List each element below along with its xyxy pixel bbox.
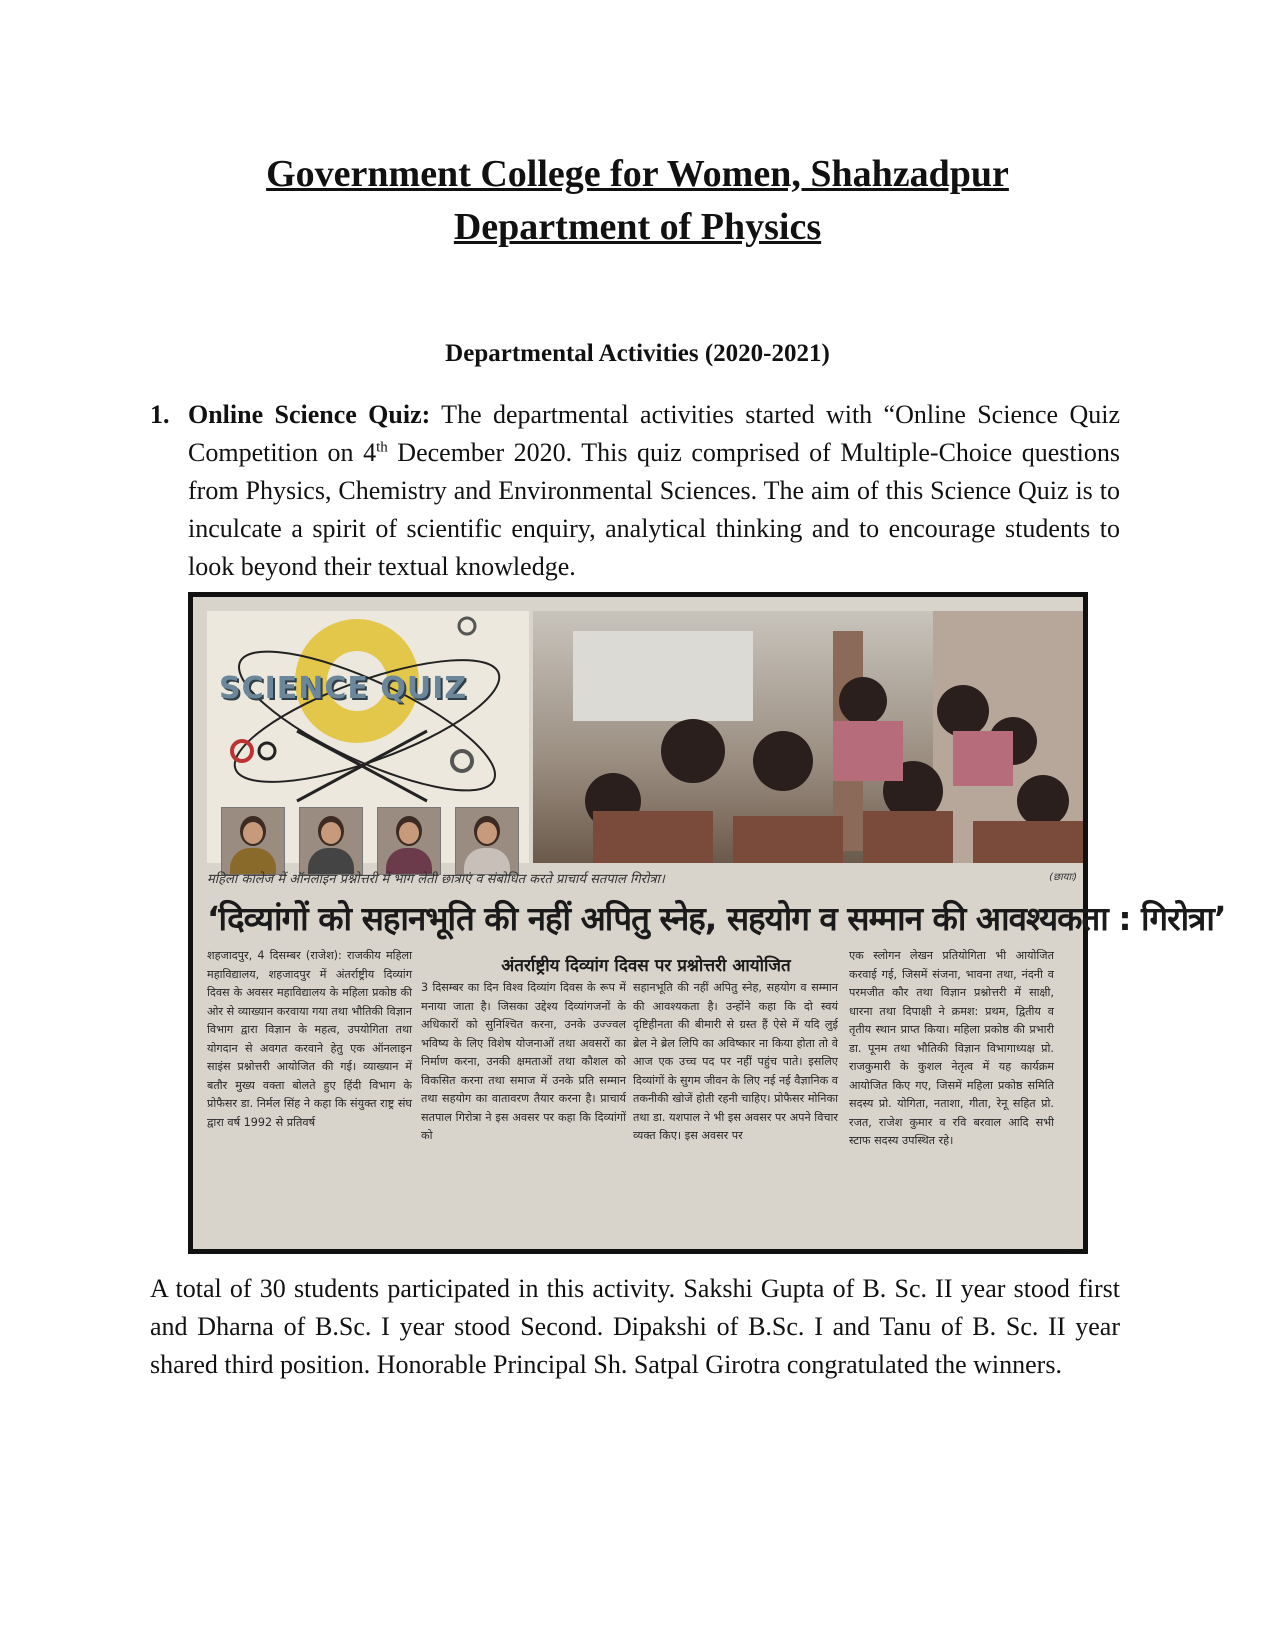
newspaper-clipping <box>188 592 1226 1254</box>
student-portrait <box>377 807 441 875</box>
activity-text-part2: December 2020. This quiz comprised of Multiple-Choice questions from Physics, Chemistry and Environmental Sciences. The aim of this Science Quiz is to inculcate a spirit of scientific enquiry, analytical thinking and to encourage students to look beyond their textual knowledge. <box>188 438 1120 581</box>
photo-caption-text: महिला कालेज में ऑनलाइन प्रश्नोत्तरी में भाग लेती छात्राएं व संबोधित करते प्राचार्य सतपाल गिरोत्रा। <box>207 872 665 887</box>
department-title: Department of Physics <box>453 206 822 248</box>
student-portrait <box>455 807 519 875</box>
activity-heading: Online Science Quiz: <box>188 400 431 429</box>
news-headline: ‘दिव्यांगों को सहानभूति की नहीं अपितु स्नेह, सहयोग व सम्मान की आवश्यकता : गिरोत्रा’ <box>207 899 1226 938</box>
news-column: सहानभूति की नहीं अपितु स्नेह, सहयोग व सम्मान की आवश्यकता है। उन्होंने कहा कि दो स्वयं दृष्टिहीनता की बीमारी से ग्रस्त हैं ऐसे में यदि लुई ब्रेल ने ब्रेल लिपि का अविष्कार ना किया होता तो वे आज एक उच्च पद पर नहीं पहुंच पाते। इसलिए दिव्यांगों के सुगम जीवन के लिए नई नई वैज्ञानिक व तकनीकी खोजें होती रहनी चाहिए। प्रोफैसर मोनिका तथा डा. यशपाल ने भी इस अवसर पर अपने विचार व्यक्त किए। इस अवसर पर <box>633 981 838 1142</box>
activity-number: 1. <box>150 400 170 429</box>
activity-item <box>150 396 1120 586</box>
news-subheadline: अंतर्राष्ट्रीय दिव्यांग दिवस पर प्रश्नोत्तरी आयोजित <box>501 956 791 976</box>
section-title: Departmental Activities (2020-2021) <box>445 340 830 367</box>
activity-superscript: th <box>376 439 388 456</box>
photo-caption <box>207 869 1077 887</box>
news-column: एक स्लोगन लेखन प्रतियोगिता भी आयोजित करवाई गई, जिसमें संजना, भावना तथा, नंदनी व परमजीत कौर तथा विज्ञान प्रश्नोत्तरी में साक्षी, धारना तथा दिपाक्षी ने क्रमश: प्रथम, द्वितीय व तृतीय स्थान प्राप्त किया। महिला प्रकोष्ठ की प्रभारी डा. पूनम तथा भौतिकी विज्ञान विभागाध्यक्ष प्रो. राजकुमारी के कुशल नेतृत्व में यह कार्यक्रम आयोजित किए गए, जिसमें महिला प्रकोष्ठ समिति सदस्य प्रो. योगिता, नताशा, गीता, रेनू सहित प्रो. रजत, राजेश कुमार व रवि बरवाल आदि सभी स्टाफ सदस्य उपस्थित रहे। <box>849 949 1054 1147</box>
classroom-scene <box>533 611 1083 863</box>
college-title: Government College for Women, Shahzadpur <box>266 153 1009 195</box>
student-portrait <box>221 807 285 875</box>
result-paragraph: A total of 30 students participated in this activity. Sakshi Gupta of B. Sc. II year stood first and Dharna of B.Sc. I year stood Second. Dipakshi of B.Sc. I and Tanu of B. Sc. II year shared third position. Honorable Principal Sh. Satpal Girotra congratulated the winners. <box>150 1274 1120 1379</box>
activity-text <box>188 396 1120 586</box>
classroom-photo <box>533 611 1083 863</box>
science-quiz-logo-text: SCIENCE QUIZ <box>219 671 468 706</box>
news-column: शहजादपुर, 4 दिसम्बर (राजेश): राजकीय महिला महाविद्यालय, शहजादपुर में अंतर्राष्ट्रीय दिव्यांग दिवस के अवसर महाविद्यालय के महिला प्रकोष्ठ की ओर से व्याख्यान करवाया गया तथा भौतिकी विज्ञान विभाग द्वारा विज्ञान के महत्व, उपयोगिता तथा योगदान से अवगत करवाने हेतु एक ऑनलाइन साइंस प्रश्नोत्तरी आयोजित की गई। व्याख्यान में बतौर मुख्य वक्ता बोलते हुए हिंदी विभाग के प्रोफैसर डा. निर्मल सिंह ने कहा कि संयुक्त राष्ट्र संघ द्वारा वर्ष 1992 से प्रतिवर्ष <box>207 949 412 1129</box>
student-portrait <box>299 807 363 875</box>
photo-credit: (छायाः) <box>1049 872 1077 883</box>
activity-text-part1: The departmental activities started with “Online Science Quiz Competition on 4 <box>188 400 1120 467</box>
news-column: 3 दिसम्बर का दिन विश्व दिव्यांग दिवस के रूप में मनाया जाता है। जिसका उद्देश्य दिव्यांगजनों के अधिकारों को सुनिश्चित करना, उनके उज्ज्वल भविष्य के लिए विशेष योजनाओं तथा अवसरों का निर्माण करना, उनकी क्षमताओं तथा कौशल को विकसित करना तथा समाज में उनके प्रति सम्मान तथा सहयोग का वातावरण तैयार करना है। प्राचार्य सतपाल गिरोत्रा ने इस अवसर पर कहा कि दिव्यांगों को <box>421 981 626 1142</box>
science-quiz-graphic <box>207 611 529 863</box>
